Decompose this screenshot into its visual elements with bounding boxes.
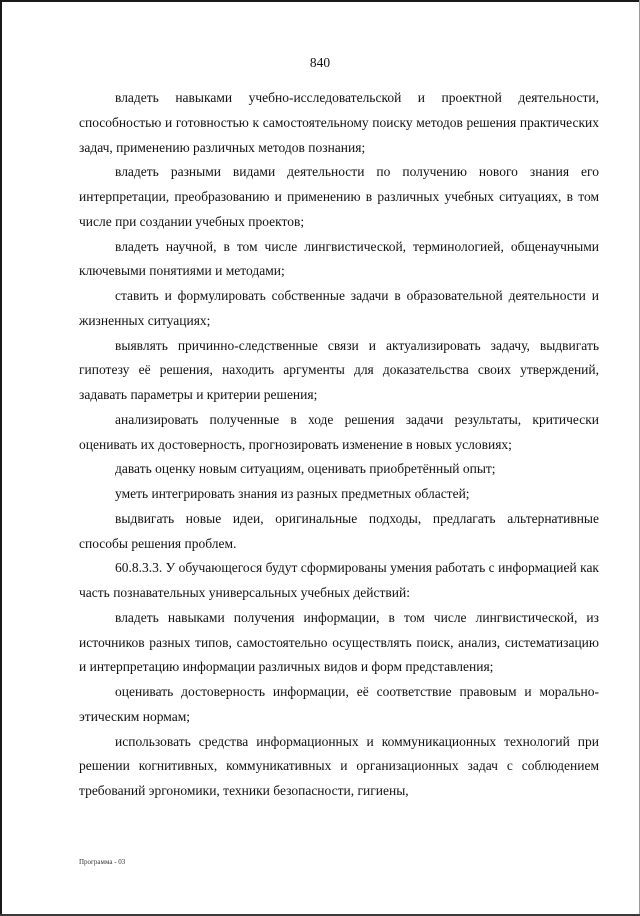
document-body — [79, 86, 599, 804]
paragraph: владеть научной, в том числе лингвистической, терминологией, общенаучными ключевыми понятиями и методами; — [79, 238, 599, 279]
paragraph: ставить и формулировать собственные задачи в образовательной деятельности и жизненных ситуациях; — [79, 288, 599, 328]
paragraph: владеть навыками получения информации, в том числе лингвистической, из источников разных типов, самостоятельно осуществлять поиск, анализ, систематизацию и интерпретацию информации различных видов и форм представления; — [79, 609, 599, 675]
paragraph: давать оценку новым ситуациям, оценивать приобретённый опыт; — [115, 461, 496, 477]
paragraph: владеть навыками учебно-исследовательской и проектной деятельности, способностью и готовностью к самостоятельному поиску методов решения практических задач, применению различных методов познания; — [79, 90, 599, 155]
page-number: 840 — [309, 55, 331, 70]
section-paragraph: 60.8.3.3. У обучающегося будут сформированы умения работать с информацией как часть познавательных универсальных учебных действий: — [79, 560, 599, 600]
paragraph: выявлять причинно-следственные связи и актуализировать задачу, выдвигать гипотезу её решения, находить аргументы для доказательства своих утверждений, задавать параметры и критерии решения; — [79, 337, 599, 402]
paragraph: оценивать достоверность информации, её соответствие правовым и морально-этическим нормам; — [79, 684, 599, 724]
paragraph: уметь интегрировать знания из разных предметных областей; — [115, 486, 470, 501]
scan-edge-top — [0, 0, 640, 2]
paragraph: выдвигать новые идеи, оригинальные подходы, предлагать альтернативные способы решения проблем. — [79, 510, 599, 551]
paragraph: анализировать полученные в ходе решения задачи результаты, критически оценивать их достоверность, прогнозировать изменение в новых условиях; — [79, 411, 599, 452]
page-footer: Программа - 03 — [79, 858, 126, 866]
paragraph: использовать средства информационных и коммуникационных технологий при решении когнитивных, коммуникативных и организационных задач с соблюдением требований эргономики, техники безопасности, гигиены, — [79, 733, 599, 798]
scan-edge-left — [0, 0, 2, 916]
paragraph: владеть разными видами деятельности по получению нового знания его интерпретации, преобразованию и применению в различных учебных ситуациях, в том числе при создании учебных проектов; — [79, 164, 599, 229]
